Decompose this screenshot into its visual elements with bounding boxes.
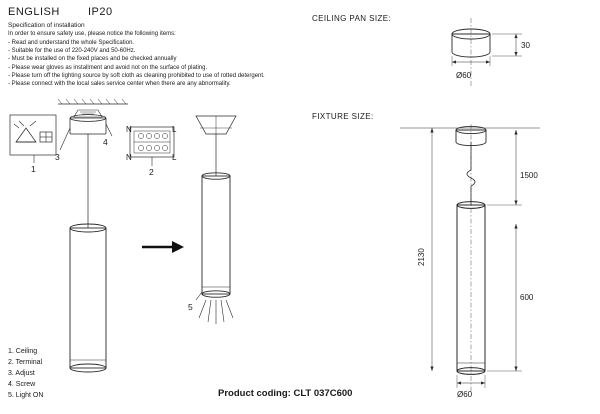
fixture-diameter-dim: Ø60 xyxy=(457,390,473,399)
product-coding-label: Product coding: CLT 037C600 xyxy=(218,388,353,399)
fixture-drawing xyxy=(400,124,540,399)
ceiling-pan-height-dim: 30 xyxy=(521,41,530,50)
legend-item: 5. Light ON xyxy=(8,392,44,399)
cable-length-dim: 1500 xyxy=(520,171,538,180)
step3-4-canopy xyxy=(55,99,128,372)
spec-item: - Must be installed on the fixed places and be checked annually xyxy=(8,56,177,63)
legend-item: 1. Ceiling xyxy=(8,348,38,355)
terminal-letter: L xyxy=(172,153,177,162)
step1-ceiling-bracket xyxy=(10,115,56,174)
spec-item: - Read and understand the whole Specification. xyxy=(8,40,135,46)
body-length-dim: 600 xyxy=(520,293,534,302)
fixture-size-label: FIXTURE SIZE: xyxy=(312,112,374,121)
step-number-1: 1 xyxy=(31,164,36,174)
legend-item: 4. Screw xyxy=(8,381,36,388)
legend-item: 2. Terminal xyxy=(8,359,43,366)
legend-item: 3. Adjust xyxy=(8,370,35,377)
flow-arrow xyxy=(142,241,184,253)
spec-item: - Please turn off the lighting source by soft cloth as cleaning prohibited to use of rotted detergent. xyxy=(8,72,265,79)
terminal-letter: L xyxy=(172,125,177,134)
step-number-2: 2 xyxy=(149,167,154,177)
ceiling-pan-drawing xyxy=(452,18,530,86)
step2-terminal-block xyxy=(126,125,177,177)
ip-rating-label: IP20 xyxy=(88,6,113,18)
step5-light-on xyxy=(142,116,236,324)
spec-item: - Please wear gloves as installment and avoid not on the surface of plating. xyxy=(8,64,208,71)
terminal-letter: N xyxy=(126,125,132,134)
spec-lead-text: In order to ensure safety use, please notice the following items: xyxy=(8,31,176,37)
spec-item: - Please connect with the local sales service center when there are any abnormality. xyxy=(8,81,231,88)
step-number-3: 3 xyxy=(55,152,60,162)
total-length-dim: 2130 xyxy=(417,248,426,266)
ceiling-pan-size-label: CEILING PAN SIZE: xyxy=(312,14,392,23)
spec-item: - Suitable for the use of 220-240V and 50-60Hz. xyxy=(8,48,136,55)
step-number-4: 4 xyxy=(103,137,108,147)
step-number-5: 5 xyxy=(188,302,193,312)
ceiling-pan-diameter-dim: Ø60 xyxy=(456,71,472,80)
spec-title: Specification of installation xyxy=(8,22,85,29)
terminal-letter: N xyxy=(126,153,132,162)
language-label: ENGLISH xyxy=(8,6,60,18)
